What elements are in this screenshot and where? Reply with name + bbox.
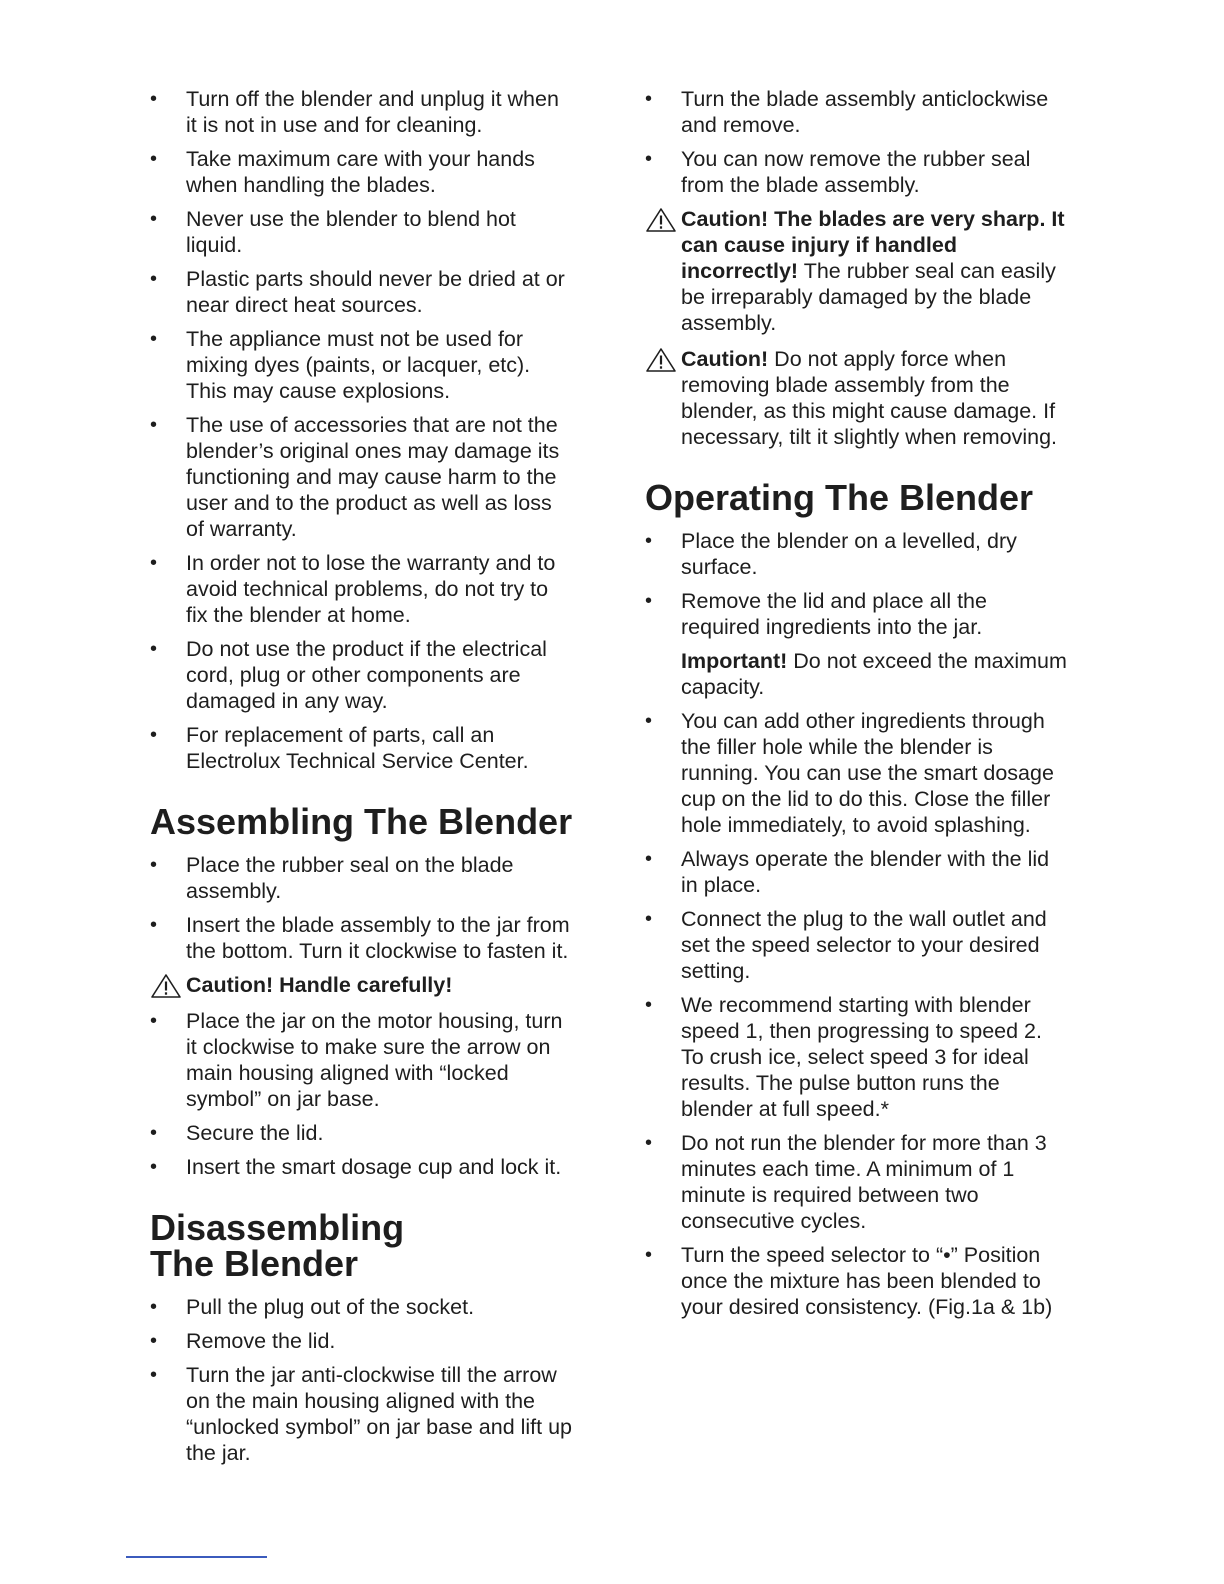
- list-item: • Connect the plug to the wall outlet and set the speed selector to your desired setting.: [645, 906, 1070, 984]
- list-item: • Insert the blade assembly to the jar from the bottom. Turn it clockwise to fasten it.: [150, 912, 575, 964]
- operating-title: Operating The Blender: [645, 477, 1034, 518]
- footer-rule: [126, 1556, 267, 1558]
- assembling-title: Assembling The Blender: [150, 801, 573, 842]
- list-item: • Turn the jar anti-clockwise till the arrow on the main housing aligned with the “unlocked symbol” on jar base and lift up the jar.: [150, 1362, 575, 1466]
- list-item: • Do not run the blender for more than 3 minutes each time. A minimum of 1 minute is required between two consecutive cycles.: [645, 1130, 1070, 1234]
- disassembling-title-line1: Disassembling: [150, 1207, 405, 1248]
- warning-icon: [645, 347, 677, 373]
- disassembling-cont-list: [645, 86, 1070, 198]
- list-item: • Pull the plug out of the socket.: [150, 1294, 575, 1320]
- caution-text: Do not apply force when removing blade assembly from the blender, as this might cause damage. If necessary, tilt it slightly when removing.: [681, 347, 1057, 449]
- list-item: • Place the jar on the motor housing, turn it clockwise to make sure the arrow on main housing aligned with “locked symbol” on jar base.: [150, 1008, 575, 1112]
- list-item: • Insert the smart dosage cup and lock it.: [150, 1154, 575, 1180]
- list-item: • You can now remove the rubber seal from the blade assembly.: [645, 146, 1070, 198]
- list-item: • The use of accessories that are not the blender’s original ones may damage its functioning and may cause harm to the user and to the product as well as loss of warranty.: [150, 412, 575, 542]
- list-item: • Do not use the product if the electrical cord, plug or other components are damaged in any way.: [150, 636, 575, 714]
- list-item: • Secure the lid.: [150, 1120, 575, 1146]
- right-column: [645, 86, 1070, 1328]
- assembling-list: [150, 852, 575, 964]
- left-column: [150, 86, 575, 1474]
- operating-list: [645, 528, 1070, 640]
- disassembling-title: [150, 1207, 575, 1284]
- caution-note: [645, 346, 1070, 450]
- safety-list: [150, 86, 575, 774]
- list-item: • In order not to lose the warranty and to avoid technical problems, do not try to fix the blender at home.: [150, 550, 575, 628]
- list-item: • We recommend starting with blender speed 1, then progressing to speed 2. To crush ice, select speed 3 for ideal results. The pulse button runs the blender at full speed.*: [645, 992, 1070, 1122]
- caution-bold: Caution! The blades are very sharp. It can cause injury if handled incorrectly!: [681, 207, 1065, 283]
- list-item: • Take maximum care with your hands when handling the blades.: [150, 146, 575, 198]
- list-item: • Turn off the blender and unplug it when it is not in use and for cleaning.: [150, 86, 575, 138]
- caution-bold: Caution!: [681, 347, 769, 371]
- list-item: • Remove the lid and place all the required ingredients into the jar.: [645, 588, 1070, 640]
- list-item: • You can add other ingredients through the filler hole while the blender is running. You can use the smart dosage cup on the lid to do this. Close the filler hole immediately, to avoid splashing.: [645, 708, 1070, 838]
- list-item: • Place the blender on a levelled, dry surface.: [645, 528, 1070, 580]
- caution-text: The rubber seal can easily be irreparably damaged by the blade assembly.: [681, 259, 1056, 335]
- important-text: Do not exceed the maximum capacity.: [681, 649, 1067, 699]
- list-item: • For replacement of parts, call an Electrolux Technical Service Center.: [150, 722, 575, 774]
- disassembling-list: [150, 1294, 575, 1466]
- list-item: • Place the rubber seal on the blade assembly.: [150, 852, 575, 904]
- warning-icon: [645, 207, 677, 233]
- list-item: • Remove the lid.: [150, 1328, 575, 1354]
- caution-text: Caution! Handle carefully!: [186, 973, 453, 997]
- disassembling-title-line2: The Blender: [150, 1243, 359, 1284]
- list-item: • Never use the blender to blend hot liquid.: [150, 206, 575, 258]
- list-item: • Plastic parts should never be dried at or near direct heat sources.: [150, 266, 575, 318]
- caution-note: [150, 972, 575, 998]
- assembling-list-2: [150, 1008, 575, 1180]
- list-item: • Always operate the blender with the lid in place.: [645, 846, 1070, 898]
- important-label: Important!: [681, 649, 788, 673]
- important-note: [645, 648, 1070, 700]
- caution-note: [645, 206, 1070, 336]
- warning-icon: [150, 973, 182, 999]
- list-item: • Turn the speed selector to “•” Position once the mixture has been blended to your desired consistency. (Fig.1a & 1b): [645, 1242, 1070, 1320]
- list-item: • Turn the blade assembly anticlockwise and remove.: [645, 86, 1070, 138]
- list-item: • The appliance must not be used for mixing dyes (paints, or lacquer, etc). This may cause explosions.: [150, 326, 575, 404]
- operating-list-2: [645, 708, 1070, 1320]
